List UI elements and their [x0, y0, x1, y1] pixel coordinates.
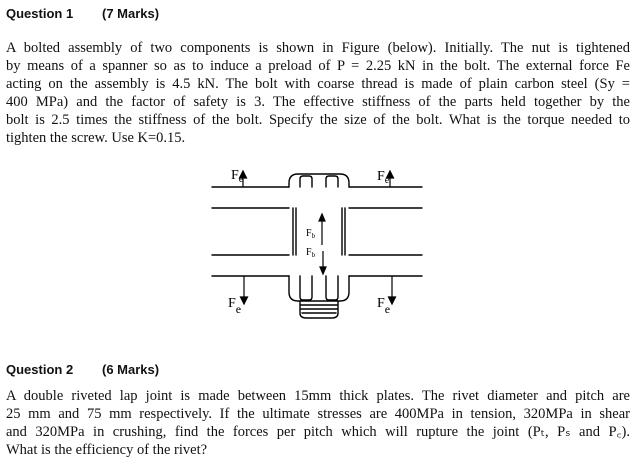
question-2-text: [6, 387, 630, 459]
fb-arrow-down: [320, 267, 326, 274]
bolt-shank: [293, 208, 345, 255]
nut: [289, 276, 349, 301]
bolt-head: [289, 174, 349, 187]
fb-label-upper: $F_b$: [306, 228, 316, 240]
fe-label-top-right: $F_e$: [377, 169, 390, 186]
fe-label-bottom-left: Fe: [228, 296, 242, 316]
question-2-marks: (6 Marks): [102, 362, 160, 377]
question-1-line: bolt is 2.5 times the stiffness of the bolt. Specify the size of the bolt. What is the torque needed to: [6, 112, 630, 128]
upper-plate: [212, 187, 422, 208]
fb-label-lower: $F_b$: [306, 247, 316, 259]
fe-arrow-down-left: [241, 297, 248, 304]
question-2-heading: [6, 362, 160, 377]
lower-plate: [212, 255, 422, 276]
question-2-line: A double riveted lap joint is made between 15mm thick plates. The rivet diameter and pitch are: [6, 388, 630, 404]
question-1-line: 400 MPa) and the factor of safety is 3. The effective stiffness of the parts held together by the: [6, 94, 630, 110]
question-2-line: What is the efficiency of the rivet?: [6, 442, 208, 458]
fb-arrow-up: [319, 214, 325, 221]
question-1-line: tighten the screw. Use K=0.15.: [6, 130, 186, 146]
question-1-marks: (7 Marks): [102, 6, 160, 21]
question-1-line: A bolted assembly of two components is shown in Figure (below). Initially. The nut is tightened: [6, 40, 630, 56]
question-1-line: acting on the assembly is 4.5 kN. The bolt with coarse thread is made of plain carbon steel (Sy =: [6, 76, 630, 92]
question-1-line: by means of a spanner so as to induce a preload of P = 2.25 kN in the bolt. The external force Fe: [6, 58, 630, 74]
fe-label-top-left: $F_e$: [231, 168, 244, 185]
question-2-line: and 320MPa in crushing, find the forces per pitch which will rupture the joint (Pₜ, Pₛ and P꜀).: [6, 424, 630, 440]
question-2-line: 25 mm and 75 mm respectively. If the ultimate stresses are 400MPa in tension, 320MPa in shear: [6, 406, 630, 422]
fe-label-bottom-right: Fe: [377, 296, 391, 316]
question-1-title: Question 1: [6, 6, 74, 21]
question-2-title: Question 2: [6, 362, 74, 377]
bolt-thread-end: [300, 301, 338, 318]
